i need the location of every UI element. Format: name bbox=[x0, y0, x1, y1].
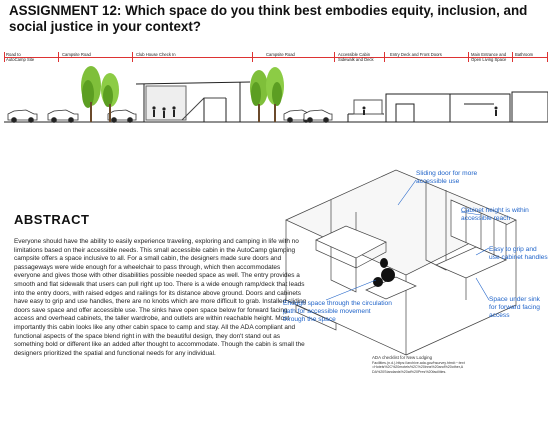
person-icon bbox=[363, 107, 498, 117]
citation-head: ADA checklist for New Lodging bbox=[372, 355, 433, 360]
page-title: ASSIGNMENT 12: Which space do you think best embodies equity, inclusion, and social justice in your context? bbox=[9, 3, 528, 34]
callout-sink-space: Space under sink for forward facing access bbox=[489, 296, 540, 319]
section-label-entry: Entry Deck and Front Doors bbox=[390, 52, 442, 57]
section-tick bbox=[547, 52, 548, 62]
tree-icon bbox=[250, 70, 268, 122]
callout-cabinet-handles: Easy to grip and use cabinet handles bbox=[489, 246, 548, 261]
citation-line: DA%20Standards%20at%20Pres%20facilities. bbox=[372, 369, 447, 374]
section-tick bbox=[468, 52, 469, 62]
tree-icon bbox=[81, 66, 101, 122]
car-icon bbox=[108, 110, 136, 123]
car-icon bbox=[8, 110, 37, 123]
abstract-heading: ABSTRACT bbox=[14, 212, 90, 227]
citation-line: Facilities.(n.d.).https://archive.ada.gov/hsurvey.htm#:~:text bbox=[372, 360, 465, 365]
section-tick bbox=[4, 52, 5, 62]
section-label-road: Road to AutoCamp Site bbox=[6, 52, 35, 62]
section-label-bathroom: Bathroom bbox=[515, 52, 534, 57]
section-line bbox=[4, 57, 548, 58]
section-tick bbox=[252, 52, 253, 62]
citation-line: =Hotels%2C%20motels%2C%20inns%20and%20other,A bbox=[372, 365, 464, 370]
site-section-drawing bbox=[4, 64, 548, 126]
section-tick bbox=[512, 52, 513, 62]
section-tick bbox=[334, 52, 335, 62]
section-label-campsite-road-1: Campsite Road bbox=[62, 52, 91, 57]
section-label-sidewalk: Accessible Cabin Sidewalk and Deck bbox=[338, 52, 374, 62]
section-label-campsite-road-2: Campsite Road bbox=[266, 52, 295, 57]
car-icon bbox=[48, 110, 78, 123]
section-tick bbox=[384, 52, 385, 62]
cabin-section bbox=[348, 92, 548, 122]
callout-circulation-path: Enough space through the circulation path for accessible movement through the space bbox=[283, 300, 392, 323]
section-label-clubhouse: Club House Check In bbox=[136, 52, 176, 57]
abstract-body: Everyone should have the ability to easily experience traveling, exploring and camping in life with no limitations based on their accessible needs. This small accessible cabin in the AutoCamp glamping campsite offers a space inclusive to all. For a small cabin, the designers made sure doors and passageways were wide enough for a wheelchair to pass through, which then accommodates everyone and gives those with other disabilities possible needed space as well. The entry provides a smooth and flat sidewalk that users can pull right up too. There is a wide enough ramp/deck that leads into the entry doors, with raised edges and railings for its distance above ground. Doors and cabinets have easy to grip and use handles, there are no knobs which are more difficult to grab. Installed sliding doors save space and offer accessible use. The sinks have open space below for forward facing access and overhead cabinets, the taller wardrobe, and outlets are within reachable height. Most importantly this cabin looks like any other cabin space to camp and stay. All the ADA compliant and functional aspects of the space blend right in with the beautiful design, they don't stand out as something bold or different like an added after thought to accommodate. Though the cabin is small the designers prioritized the spatial and functional needs for any individual. bbox=[14, 238, 307, 357]
tree-icon bbox=[266, 67, 284, 122]
section-label-bar bbox=[4, 50, 548, 64]
car-icon bbox=[304, 110, 332, 123]
section-tick bbox=[132, 52, 133, 62]
citation bbox=[372, 356, 512, 374]
callout-sliding-door: Sliding door for more accessible use bbox=[416, 170, 478, 185]
section-label-main-entrance: Main Entrance and Open Living Space bbox=[471, 52, 507, 62]
callout-cabinet-height: Cabinet height is within accessible reach bbox=[461, 207, 529, 222]
section-tick bbox=[58, 52, 59, 62]
